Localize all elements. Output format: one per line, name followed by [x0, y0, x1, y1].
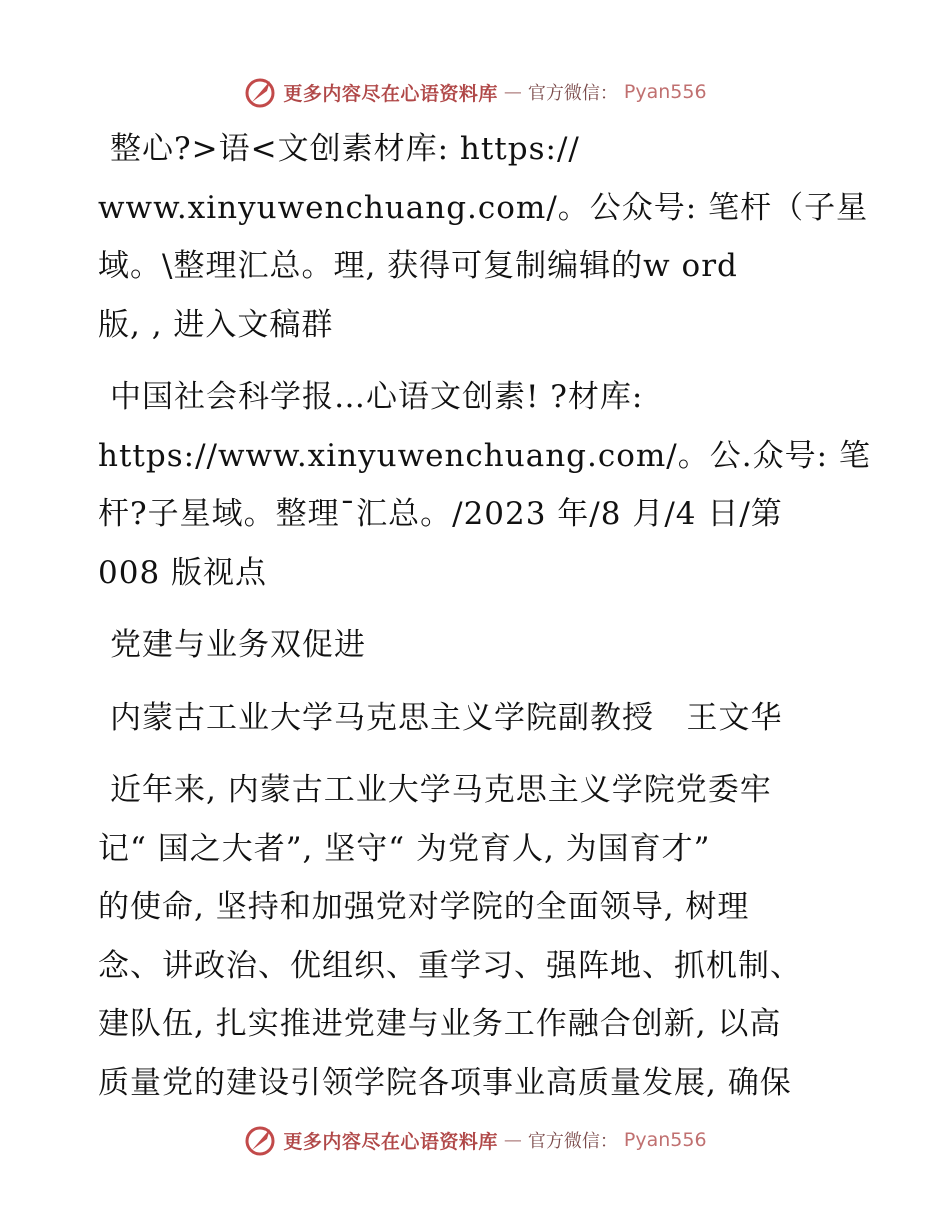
author-text: 内蒙古工业大学马克思主义学院副教授 王文华: [110, 699, 783, 736]
text-line: 域。\整理汇总。理, 获得可复制编辑的w ord: [98, 248, 738, 284]
quill-logo-icon: [243, 75, 277, 109]
text-line: 杆?子星域。整理¯汇总。/2023 年/8 月/4 日/第: [98, 496, 783, 532]
article-title: [98, 616, 858, 675]
text-line: 质量党的建设引领学院各项事业高质量发展, 确保: [98, 1064, 792, 1101]
header-watermark: [0, 72, 950, 112]
text-line: 近年来, 内蒙古工业大学马克思主义学院党委牢: [110, 772, 772, 808]
banner-official-label: 官方微信：: [527, 1131, 618, 1152]
text-line: https://www.xinyuwenchuang.com/。公.众号: 笔: [98, 437, 871, 474]
text-line: 中国社会科学报…心语文创素! ?材库:: [110, 379, 644, 415]
text-line: 建队伍, 扎实推进党建与业务工作融合创新, 以高: [98, 1006, 782, 1042]
source-paragraph: [98, 120, 869, 354]
text-line: 版, , 进入文稿群: [98, 306, 334, 343]
banner-wechat-id: Pyan556: [623, 1129, 707, 1151]
text-line: www.xinyuwenchuang.com/。公众号: 笔杆（子星: [98, 189, 869, 226]
banner-wechat-id: Pyan556: [623, 81, 707, 103]
text-line: 记“ 国之大者”, 坚守“ 为党育人, 为国育才”: [98, 830, 711, 867]
footer-watermark: [0, 1120, 950, 1160]
document-body: [98, 120, 871, 1126]
quill-logo-icon: [243, 1123, 277, 1157]
banner-site-text: 更多内容尽在心语资料库: [283, 82, 498, 105]
body-paragraph: [98, 761, 858, 1112]
banner-separator: —: [503, 81, 522, 103]
citation-paragraph: [98, 368, 871, 602]
banner-site-text: 更多内容尽在心语资料库: [283, 1130, 498, 1153]
author-line: [98, 689, 858, 748]
text-line: 008 版视点: [98, 554, 268, 591]
title-text: 党建与业务双促进: [110, 627, 366, 663]
text-line: 的使命, 坚持和加强党对学院的全面领导, 树理: [98, 889, 750, 925]
text-line: 念、讲政治、优组织、重学习、强阵地、抓机制、: [98, 947, 802, 984]
text-line: 整心?>语<文创素材库: https://: [110, 131, 580, 167]
banner-separator: —: [503, 1129, 522, 1151]
banner-official-label: 官方微信：: [527, 83, 618, 104]
